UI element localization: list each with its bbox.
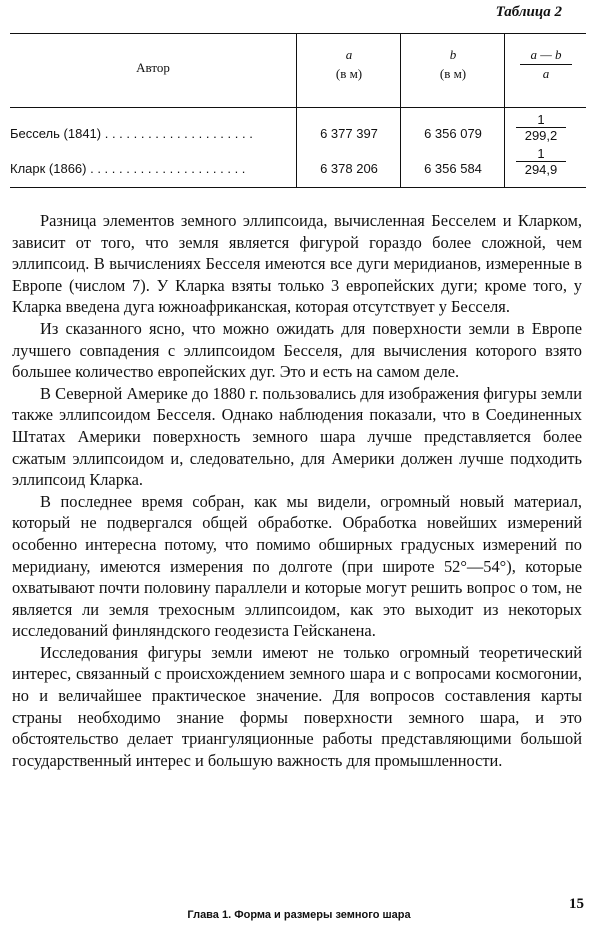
table-column-divider	[400, 33, 401, 187]
table-cell-ratio	[506, 146, 576, 177]
table-cell-b: 6 356 584	[424, 161, 482, 176]
header-author: Автор	[136, 60, 170, 75]
ratio-numerator: 1	[537, 112, 545, 127]
table-row-author: Кларк (1866) . . . . . . . . . . . . . . . . . . . . . .	[10, 161, 246, 176]
header-ratio-denominator: a	[542, 66, 550, 81]
ratio-denominator: 294,9	[516, 161, 566, 177]
header-b	[402, 45, 504, 83]
table-row-author: Бессель (1841) . . . . . . . . . . . . . . . . . . . . .	[10, 126, 253, 141]
body-text	[12, 210, 582, 771]
table-caption: Таблица 2	[495, 4, 562, 20]
header-ratio	[506, 46, 586, 83]
header-a-unit: (в м)	[335, 66, 363, 81]
paragraph: В последнее время собран, как мы видели, огромный новый материал, который не подвергался общей обработке. Обработка новейших измерений особенно интересна потому, что помимо обширных градусных измерений по меридиану, имеются измерения по долготе (при широте 52°—54°), которые охватывают почти половину параллели и которые могут решить вопрос о том, не является ли земля трехосным эллипсоидом, как это выходит из некоторых исследований финляндского геодезиста Гейсканена.	[12, 491, 582, 641]
table-header-rule	[10, 107, 586, 108]
paragraph: Разница элементов земного эллипсоида, вычисленная Бесселем и Кларком, зависит от того, что земля является фигурой гораздо более сложной, чем эллипсоид. В вычислениях Бесселя имеются все дуги меридианов, измеренные в Европе (числом 7). У Кларка взяты только 3 европейских дуги; кроме того, у Кларка введена дуга южноафриканская, которая отсутствует у Бесселя.	[12, 211, 582, 317]
paragraph: В Северной Америке до 1880 г. пользовались для изображения фигуры земли также эллипсоидом Бесселя. Однако наблюдения показали, что в Соединенных Штатах Америки поверхность земного шара лучше представляется более сжатым эллипсоидом и, следовательно, для Америки должен лучше подходить эллипсоид Кларка.	[12, 383, 582, 490]
header-a	[298, 45, 400, 83]
ratio-numerator: 1	[537, 146, 545, 161]
table-cell-b: 6 356 079	[424, 126, 482, 141]
page-number: 15	[569, 896, 584, 912]
header-ratio-numerator: a — b	[520, 46, 572, 65]
table-bottom-rule	[10, 187, 586, 188]
paragraph: Исследования фигуры земли имеют не только огромный теоретический интерес, связанный с происхождением земного шара и с вопросами космогонии, но и величайшее практическое значение. Для вопросов составления карты страны необходимо знание формы поверхности земного шара, и это обстоятельство делает триангуляционные работы представляющими большой государственный интерес и большую важность для промышленности.	[12, 642, 582, 770]
ratio-denominator: 299,2	[516, 127, 566, 143]
table-cell-ratio	[506, 112, 576, 143]
header-a-symbol: a	[345, 47, 353, 62]
table-cell-a: 6 378 206	[320, 161, 378, 176]
table-top-rule	[10, 33, 586, 34]
header-b-symbol: b	[449, 47, 457, 62]
table-column-divider	[504, 33, 505, 187]
paragraph: Из сказанного ясно, что можно ожидать для поверхности земли в Европе лучшего совпадения с эллипсоидом Бесселя, для вычисления которого взято большее количество европейских дуг. Это и есть на самом деле.	[12, 318, 582, 382]
header-b-unit: (в м)	[439, 66, 467, 81]
table-column-divider	[296, 33, 297, 187]
table-cell-a: 6 377 397	[320, 126, 378, 141]
chapter-footer: Глава 1. Форма и размеры земного шара	[187, 909, 411, 921]
